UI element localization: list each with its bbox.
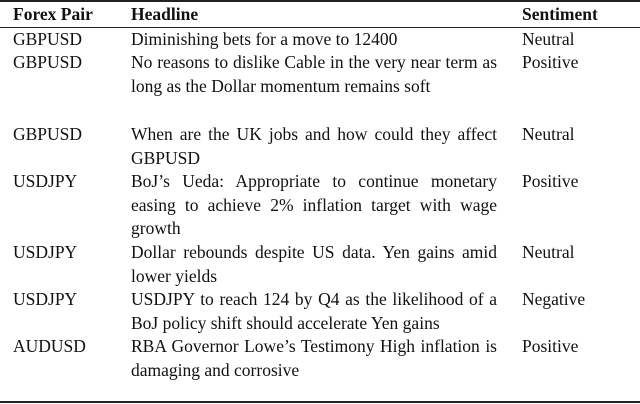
table-row [0,170,640,241]
forex-pair-cell: USDJPY [13,242,78,262]
headline-cell: Dollar rebounds despite US data. Yen gains amid lower yields [131,242,497,286]
table-row [0,51,640,123]
headline-cell: When are the UK jobs and how could they affect GBPUSD [131,124,497,168]
headline-cell: USDJPY to reach 124 by Q4 as the likelihood of a BoJ policy shift should accelerate Yen gains [131,289,497,333]
sentiment-cell: Positive [522,336,579,356]
table-row [0,123,640,170]
headline-cell: Diminishing bets for a move to 12400 [131,29,398,49]
sentiment-cell: Neutral [522,124,575,144]
sentiment-cell: Negative [522,289,586,309]
forex-pair-cell: GBPUSD [13,52,83,72]
header-forex-pair: Forex Pair [13,4,93,24]
header-sentiment: Sentiment [522,4,598,24]
sentiment-cell: Positive [522,52,579,72]
table-row [0,288,640,335]
sentiment-cell: Neutral [522,29,575,49]
headline-cell: No reasons to dislike Cable in the very near term as long as the Dollar momentum remains soft [131,52,497,96]
table-row [0,335,640,382]
forex-pair-cell: GBPUSD [13,29,83,49]
forex-pair-cell: AUDUSD [13,336,86,356]
sentiment-cell: Positive [522,171,579,191]
table-body [0,28,640,382]
headline-cell: BoJ’s Ueda: Appropriate to continue monetary easing to achieve 2% inflation target with wage growth [131,171,497,238]
forex-pair-cell: GBPUSD [13,124,83,144]
sentiment-cell: Neutral [522,242,575,262]
table-bottom-rule [0,401,640,403]
headline-cell: RBA Governor Lowe’s Testimony High inflation is damaging and corrosive [131,336,497,380]
table-top-rule [0,0,640,2]
forex-pair-cell: USDJPY [13,289,78,309]
table-header [0,3,640,25]
forex-pair-cell: USDJPY [13,171,78,191]
table-row [0,241,640,288]
table-row [0,28,640,51]
header-headline: Headline [131,4,199,24]
